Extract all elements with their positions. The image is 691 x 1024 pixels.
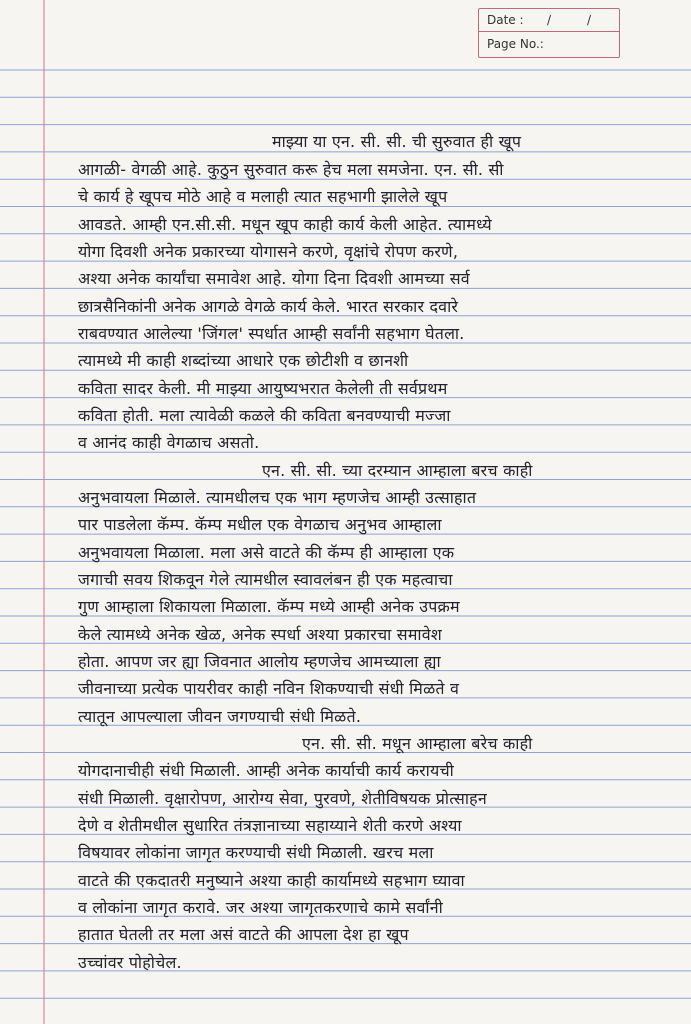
- text-line: आवडते. आम्ही एन.सी.सी. मधून खूप काही कार्य केली आहेत. त्यामध्ये: [78, 215, 492, 234]
- text-line: जीवनाच्या प्रत्येक पायरीवर काही नविन शिकण्याची संधी मिळते व: [78, 679, 460, 698]
- text-line: एन. सी. सी. च्या दरम्यान आम्हाला बरच काही: [262, 461, 533, 480]
- text-line: अश्या अनेक कार्यांचा समावेश आहे. योगा दिना दिवशी आमच्या सर्व: [78, 269, 470, 288]
- text-line: योगा दिवशी अनेक प्रकारच्या योगासने करणे, वृक्षांचे रोपण करणे,: [78, 242, 459, 261]
- text-line: राबवण्यात आलेल्या 'जिंगल' स्पर्धात आम्ही सर्वांनी सहभाग घेतला.: [78, 324, 465, 343]
- page-number-row: [479, 33, 619, 56]
- text-line: माझ्या या एन. सी. सी. ची सुरुवात ही खूप: [272, 132, 522, 151]
- text-line: कविता होती. मला त्यावेळी कळले की कविता बनवण्याची मज्जा: [78, 406, 451, 425]
- date-page-box: [478, 8, 620, 58]
- text-line: गुण आम्हाला शिकायला मिळाला. कॅम्प मध्ये आम्ही अनेक उपक्रम: [78, 597, 460, 616]
- text-line: देणे व शेतीमधील सुधारित तंत्रज्ञानाच्या सहाय्याने शेती करणे अश्या: [78, 816, 462, 835]
- text-line: होता. आपण जर ह्या जिवनात आलोय म्हणजेच आमच्याला ह्या: [78, 652, 441, 671]
- text-line: संधी मिळाली. वृक्षारोपण, आरोग्य सेवा, पुरवणे, शेतीविषयक प्रोत्साहन: [78, 789, 487, 808]
- date-separator-1: /: [547, 13, 552, 27]
- text-line: चे कार्य हे खूपच मोठे आहे व मलाही त्यात सहभागी झालेले खूप: [78, 187, 448, 206]
- text-line: अनुभवायला मिळाले. त्यामधीलच एक भाग म्हणजेच आम्ही उत्साहात: [78, 488, 477, 507]
- page-number-label: Page No.:: [487, 37, 544, 51]
- text-line: छात्रसैनिकांनी अनेक आगळे वेगळे कार्य केले. भारत सरकार दवारे: [78, 297, 459, 316]
- text-line: योगदानाचीही संधी मिळाली. आम्ही अनेक कार्याची कार्य करायची: [78, 761, 454, 780]
- text-line: उच्चांवर पोहोचेल.: [78, 953, 182, 972]
- text-line: आगळी- वेगळी आहे. कुठुन सुरुवात करू हेच मला समजेना. एन. सी. सी: [78, 160, 504, 179]
- text-line: एन. सी. सी. मधून आम्हाला बरेच काही: [302, 734, 533, 753]
- text-line: व लोकांना जागृत करावे. जर अश्या जागृतकरणाचे कामे सर्वांनी: [78, 898, 443, 917]
- text-line: अनुभवायला मिळाला. मला असे वाटते की कॅम्प ही आम्हाला एक: [78, 543, 455, 562]
- text-line: वाटते की एकदातरी मनुष्याने अश्या काही कार्यामध्ये सहभाग घ्यावा: [78, 871, 465, 890]
- text-line: विषयावर लोकांना जागृत करण्याची संधी मिळाली. खरच मला: [78, 843, 434, 862]
- date-separator-2: /: [587, 13, 592, 27]
- text-line: त्यामध्ये मी काही शब्दांच्या आधारे एक छोटीशी व छानशी: [78, 351, 409, 370]
- text-line: कविता सादर केली. मी माझ्या आयुष्यभरात केलेली ती सर्वप्रथम: [78, 379, 448, 398]
- date-row: [479, 9, 619, 32]
- text-line: पार पाडलेला कॅम्प. कॅम्प मधील एक वेगळाच अनुभव आम्हाला: [78, 515, 442, 534]
- text-line: त्यातून आपल्याला जीवन जगण्याची संधी मिळते.: [78, 707, 362, 726]
- text-line: जगाची सवय शिकवून गेले त्यामधील स्वावलंबन ही एक महत्वाचा: [78, 570, 453, 589]
- text-line: हातात घेतली तर मला असं वाटते की आपला देश हा खूप: [78, 925, 409, 944]
- text-line: केले त्यामध्ये अनेक खेळ, अनेक स्पर्धा अश्या प्रकारचा समावेश: [78, 625, 442, 644]
- date-label: Date :: [487, 13, 524, 27]
- text-line: व आनंद काही वेगळाच असतो.: [78, 433, 260, 452]
